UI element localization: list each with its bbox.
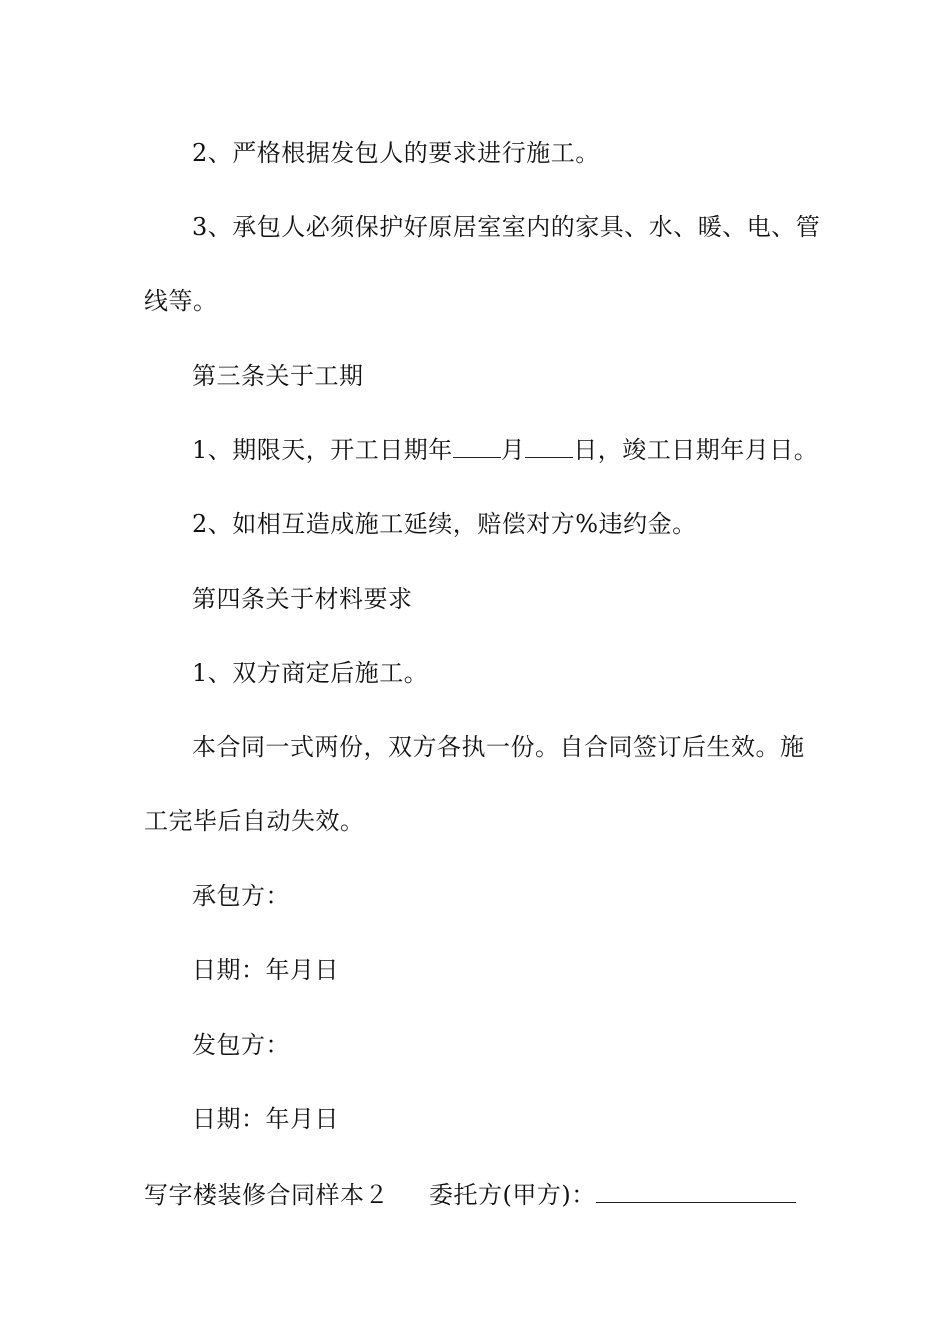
article-3-heading: 第三条关于工期 bbox=[192, 362, 364, 390]
day-blank bbox=[525, 435, 573, 458]
copies-clause-line2: 工完毕后自动失效。 bbox=[144, 807, 365, 835]
article-4-heading: 第四条关于材料要求 bbox=[192, 585, 413, 613]
next-contract-title: 写字楼装修合同样本２ bbox=[144, 1181, 389, 1209]
clause-materials: 1、双方商定后施工。 bbox=[192, 659, 429, 687]
copies-clause-line1: 本合同一式两份，双方各执一份。自合同签订后生效。施 bbox=[192, 733, 805, 761]
clause-duration-part3: 日，竣工日期年月日。 bbox=[573, 436, 819, 464]
entrusting-party-blank bbox=[596, 1180, 796, 1203]
contractor-label: 承包方： bbox=[192, 882, 290, 910]
month-blank bbox=[453, 435, 501, 458]
entrusting-party-label: 委托方(甲方)： bbox=[429, 1181, 596, 1209]
clause-duration bbox=[192, 435, 818, 465]
client-date: 日期：年月日 bbox=[192, 1105, 339, 1133]
next-contract-line bbox=[144, 1180, 796, 1210]
clause-delay-penalty: 2、如相互造成施工延续，赔偿对方%违约金。 bbox=[192, 510, 697, 538]
clause-2-strict-construction: 2、严格根据发包人的要求进行施工。 bbox=[192, 139, 600, 167]
clause-3-protection-line2: 线等。 bbox=[144, 287, 218, 315]
contractor-date: 日期：年月日 bbox=[192, 956, 339, 984]
clause-3-protection-line1: 3、承包人必须保护好原居室室内的家具、水、暖、电、管 bbox=[192, 213, 821, 241]
clause-duration-part1: 1、期限天，开工日期年 bbox=[192, 436, 453, 464]
client-label: 发包方： bbox=[192, 1031, 290, 1059]
clause-duration-part2: 月 bbox=[500, 436, 526, 464]
